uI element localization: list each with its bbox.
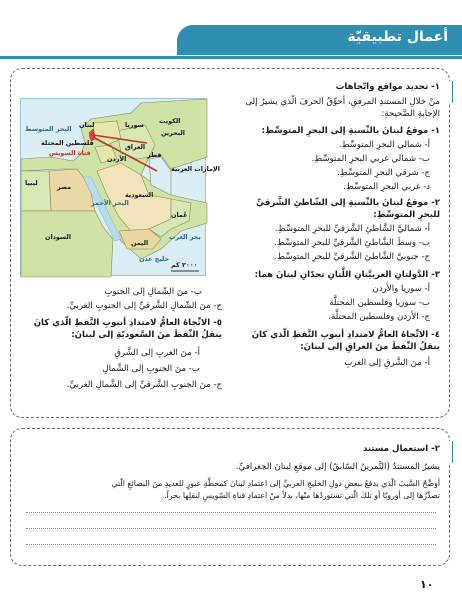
q4-title-line2: ينقلُ النِّفطَ منَ العراقِ إلى لبنانَ: xyxy=(300,342,440,352)
map-label-med: البحر المتوسط xyxy=(25,125,72,133)
q3-option-c[interactable]: ج- الأردن وفلسطين المحتلَّة. xyxy=(328,312,430,322)
map-label-bahrain: البحرين xyxy=(161,129,185,137)
q1-option-c[interactable]: ج- شرقي البحرِ المتوسِّطِ. xyxy=(336,168,430,178)
map-label-uae: الإمارات العربية xyxy=(171,165,220,173)
panel-tab-marker xyxy=(445,441,453,463)
map-label-saudi: السعودية xyxy=(125,191,154,199)
map-label-sudan: السودان xyxy=(45,233,72,241)
answer-line-2[interactable] xyxy=(26,528,436,529)
q5-option-b[interactable]: ب- منَ الجنوبِ إلى الشَّمالِ xyxy=(102,364,200,374)
q4-option-c[interactable]: ج- منَ الشّمالِ الشَّرقيِّ إلى الجنوبِ الغربيِّ. xyxy=(66,301,222,311)
section2-line3: تصدِّرُها إلى أوروبّا أو تلكَ الّتي تستوردُها منْها، بدلاً منْ اعتمادِ قناةِ السّويسِ لنقلِها بحراً. xyxy=(164,491,440,500)
panel-tab-marker xyxy=(445,81,453,103)
page-header xyxy=(0,0,462,56)
map-label-redsea: البحر الأحمر xyxy=(91,199,129,207)
page-number: ١٠ xyxy=(420,578,434,591)
section2-line2: أوضِّحُ السَّببَ الّذي يدفعُ ببعضِ دولِ الخليجِ العربيِّ إلى اعتمادِ لبنانَ كمحطَّةِ عبورٍ للعديدِ منَ البضائعِ الّتي xyxy=(111,479,440,488)
q5-option-c[interactable]: ج- منَ الجنوبِ الشَّرقيِّ إلى الشَّمالِ الغربيِّ. xyxy=(66,380,222,390)
map-label-lebanon: لبنان xyxy=(79,121,95,129)
q2-option-b[interactable]: ب- وسطَ الشَّاطئِ الشَّرقيِّ للبحرِ المتوسِّطِ. xyxy=(274,238,430,248)
map-label-iraq: العراق xyxy=(125,143,146,151)
map-label-arabsea: بحر العرب xyxy=(169,233,201,241)
q1-option-a[interactable]: أ- شمالي البحرِ المتوسِّطِ. xyxy=(338,140,430,150)
q3-option-a[interactable]: أ- سوريا والأردن xyxy=(372,284,430,294)
map-label-qatar: قطر xyxy=(147,151,162,159)
map-label-syria: سوريا xyxy=(125,121,144,129)
map-label-suez: قناة السويس xyxy=(49,149,91,157)
section1-heading: ١- تحديد مواقع واتّجاهات xyxy=(335,82,440,92)
header-stripe xyxy=(0,56,462,59)
libya-shape xyxy=(21,171,51,211)
map-label-oman: عُمان xyxy=(171,211,188,219)
q5-title-line2: ينقلُ النِّفطَ منَ السَّعوديّةِ إلى لبنانَ: xyxy=(71,330,222,340)
header-bar xyxy=(177,25,462,55)
answer-line-3[interactable] xyxy=(26,544,436,545)
section2-heading: ٢- استعمال مستند xyxy=(362,444,440,454)
sudan-shape xyxy=(21,211,113,277)
map-label-aden: خليج عدن xyxy=(139,255,170,263)
map-label-yemen: اليمن xyxy=(131,239,149,247)
q2-title-line2: للبحرِ المتوسِّطِ: xyxy=(373,210,440,220)
q1-option-b[interactable]: ب- شمالي غربي البحرِ المتوسِّطِ. xyxy=(311,154,430,164)
middle-east-map xyxy=(21,99,220,277)
section1-instruction-line2: الإجابةِ الصَّحيحةِ: xyxy=(381,109,440,119)
q1-title: ١- موقعُ لبنانَ بالنِّسبةِ إلى البحرِ المتوسِّطِ: xyxy=(261,126,440,136)
map-label-jordan: الأردن xyxy=(107,155,127,163)
answer-line-1[interactable] xyxy=(26,512,436,513)
q4-title-line1: ٤- الاتِّجاهُ العامُّ لامتدادِ أنبوبِ النَّفطِ الّذي كانَ xyxy=(251,330,440,340)
map-label-scale: ٢٠٠٠ كم xyxy=(171,261,198,269)
page-title: أعمال تطبيقيّة xyxy=(347,29,448,45)
q4-option-b[interactable]: ب- منَ الشّمالِ إلى الجنوبِ xyxy=(104,287,202,297)
q5-title-line1: ٥- الاتِّجاهُ العامُّ لامتدادِ أنبوبِ النَّفطِ الّذي كانَ xyxy=(33,318,222,328)
q4-option-a[interactable]: أ- منَ الشَّرقِ إلى الغربِ xyxy=(344,358,430,368)
map-label-egypt: مصر xyxy=(57,183,72,191)
map-image xyxy=(20,98,220,276)
section1-instruction-line1: منْ خلالِ المستندِ المرفقِ، أحوِّقُ الحرفَ الّذي يشيرُ إلى xyxy=(245,97,440,107)
map-label-libya: ليبيا xyxy=(25,179,38,187)
q2-option-a[interactable]: أ- شماليَّ الشَّاطئِ الشَّرقيِّ للبحرِ المتوسِّطِ. xyxy=(274,224,430,234)
q1-option-d[interactable]: د- غربي البحرِ المتوسِّطِ. xyxy=(343,182,430,192)
q3-title: ٣- الدَّولتانِ العربيَّتانِ اللَّتانِ تحدّانِ لبنانَ هما: xyxy=(254,270,440,280)
q2-title-line1: ٢- موقعُ لبنانَ بالنِّسبةِ إلى الشّاطئِ الشَّرقيِّ xyxy=(256,198,440,208)
q5-option-a[interactable]: أ- منَ الغربِ إلى الشَّرقِ xyxy=(114,348,200,358)
map-label-palestine: فلسطين المحتلة xyxy=(41,139,94,147)
q3-option-b[interactable]: ب- سوريا وفلسطين المحتلَّة xyxy=(329,298,430,308)
section2-line1: يشيرُ المستندُ (التَّمرينُ السّابقُ) إلى موقعِ لبنانَ الجغرافيِّ. xyxy=(235,462,440,472)
q2-option-c[interactable]: ج- جنوبيَّ الشَّاطئِ الشَّرقيِّ للبحرِ المتوسِّطِ. xyxy=(274,252,430,262)
map-label-kuwait: الكويت xyxy=(159,117,181,125)
